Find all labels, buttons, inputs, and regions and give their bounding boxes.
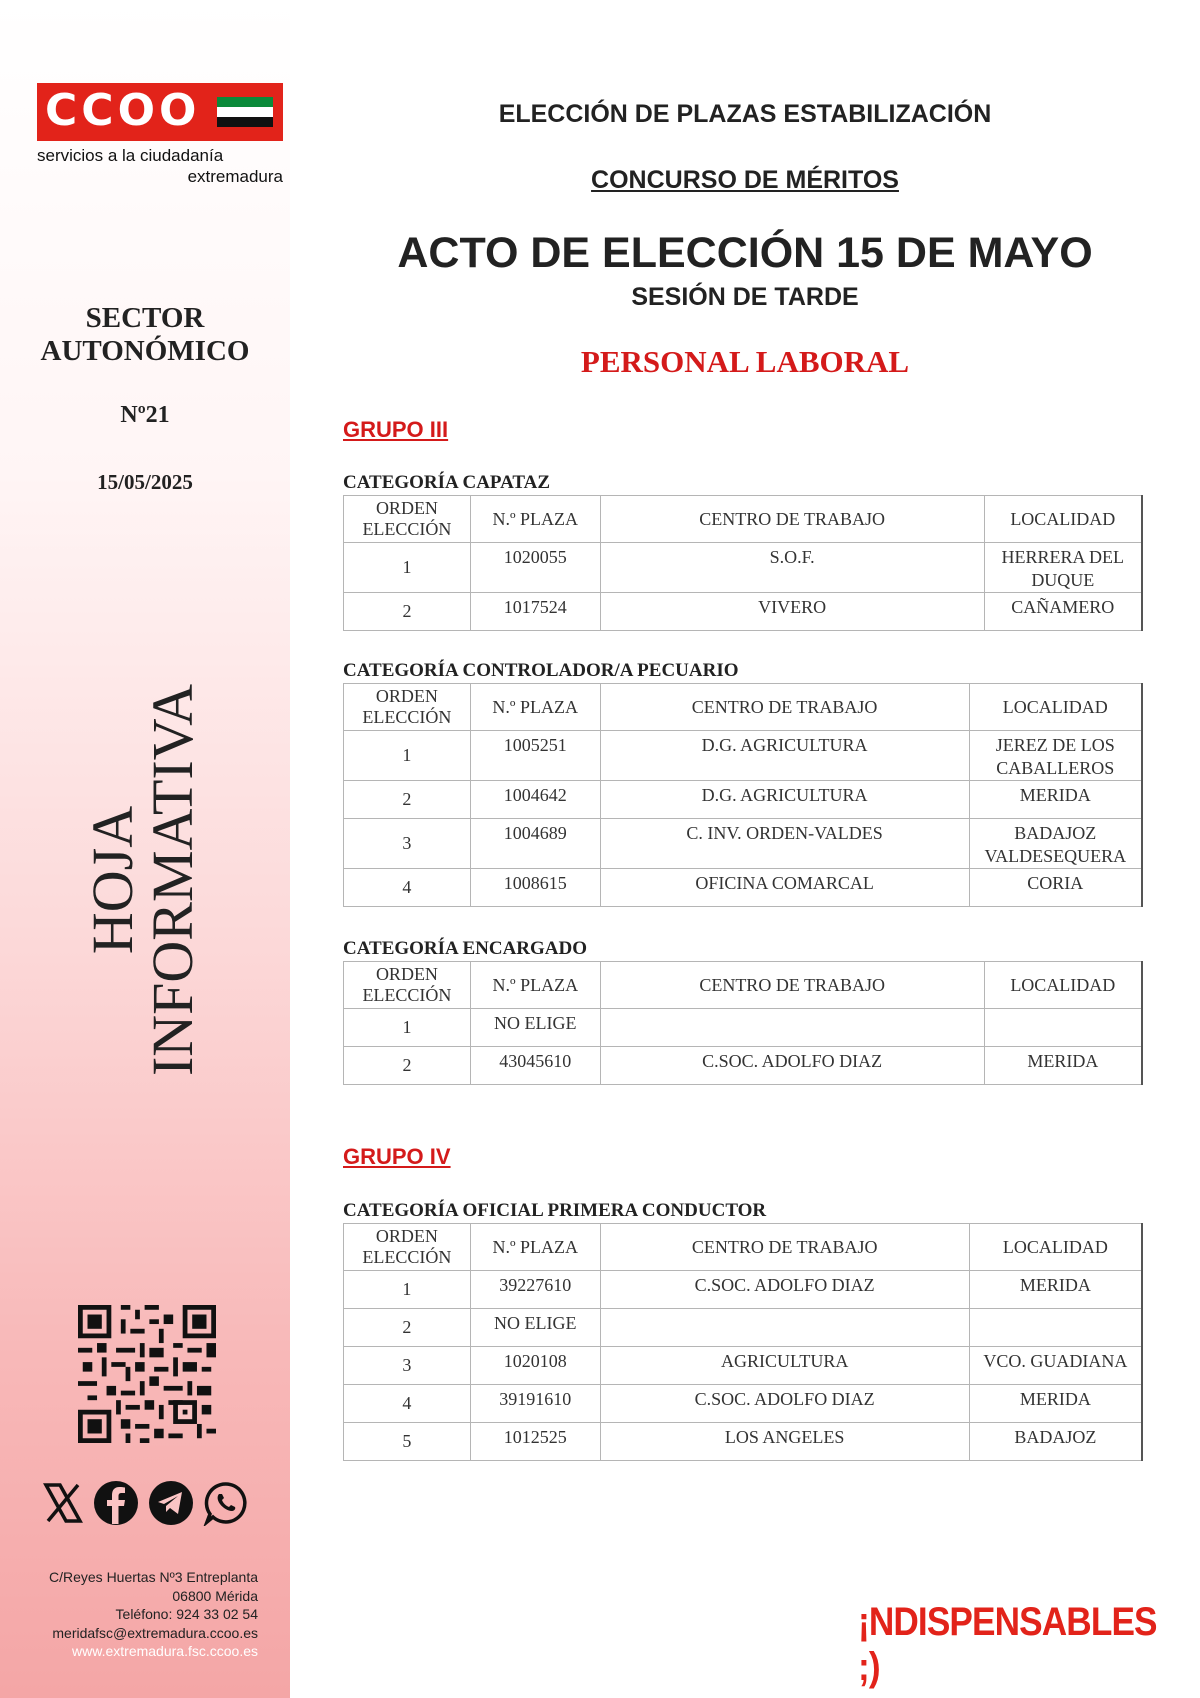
address-line2: 06800 Mérida xyxy=(172,1587,258,1604)
cell-localidad: HERRERA DEL DUQUE xyxy=(984,543,1142,593)
header-localidad: LOCALIDAD xyxy=(969,684,1142,731)
cell-orden: 2 xyxy=(344,1047,471,1085)
cell-orden: 1 xyxy=(344,1271,471,1309)
cell-localidad: CORIA xyxy=(969,869,1142,907)
facebook-icon[interactable] xyxy=(93,1480,139,1526)
cell-plaza: 1012525 xyxy=(470,1423,600,1461)
cell-centro: C. INV. ORDEN-VALDES xyxy=(600,819,969,869)
cell-localidad xyxy=(984,1009,1142,1047)
logo-subtitle-line1: servicios a la ciudadanía xyxy=(37,146,224,165)
header-centro: CENTRO DE TRABAJO xyxy=(600,496,984,543)
cell-plaza: 1005251 xyxy=(470,731,600,781)
cell-plaza: 1020108 xyxy=(470,1347,600,1385)
plazas-table xyxy=(343,683,1143,907)
cell-centro: D.G. AGRICULTURA xyxy=(600,781,969,819)
cell-centro: D.G. AGRICULTURA xyxy=(600,731,969,781)
contact-address xyxy=(10,1568,258,1661)
cell-orden: 5 xyxy=(344,1423,471,1461)
header-plaza: N.º PLAZA xyxy=(470,684,600,731)
sector-title xyxy=(0,302,290,368)
cell-centro xyxy=(600,1009,984,1047)
cell-orden: 2 xyxy=(344,781,471,819)
personal-laboral-title: PERSONAL LABORAL xyxy=(580,344,910,379)
table-row xyxy=(344,1347,1143,1385)
table-row xyxy=(344,1009,1143,1047)
cell-localidad: MERIDA xyxy=(969,1385,1142,1423)
categoria-title: CATEGORÍA CAPATAZ xyxy=(343,472,551,493)
cell-localidad xyxy=(969,1309,1142,1347)
cell-plaza: NO ELIGE xyxy=(470,1309,600,1347)
plazas-table xyxy=(343,961,1143,1085)
table-row xyxy=(344,1423,1143,1461)
extremadura-flag-icon xyxy=(217,97,273,127)
table-header-row xyxy=(344,496,1143,543)
cell-centro: OFICINA COMARCAL xyxy=(600,869,969,907)
header-localidad: LOCALIDAD xyxy=(984,962,1142,1009)
categoria-title: CATEGORÍA CONTROLADOR/A PECUARIO xyxy=(343,660,739,681)
cell-localidad: BADAJOZ xyxy=(969,1423,1142,1461)
cell-localidad: BADAJOZ VALDESEQUERA xyxy=(969,819,1142,869)
header-line2-text: CONCURSO DE MÉRITOS xyxy=(591,166,899,194)
logo-text: CCOO xyxy=(45,85,201,136)
cell-centro: AGRICULTURA xyxy=(600,1347,969,1385)
table-header-row xyxy=(344,1224,1143,1271)
header-centro: CENTRO DE TRABAJO xyxy=(600,962,984,1009)
cell-centro xyxy=(600,1309,969,1347)
issue-date: 15/05/2025 xyxy=(97,470,193,494)
email-link[interactable]: meridafsc@extremadura.ccoo.es xyxy=(52,1624,258,1641)
cell-plaza: NO ELIGE xyxy=(470,1009,600,1047)
cell-plaza: 43045610 xyxy=(470,1047,600,1085)
x-icon[interactable] xyxy=(40,1480,86,1526)
hoja-informativa-vertical xyxy=(80,683,205,1077)
logo-subtitle-line2: extremadura xyxy=(187,167,283,186)
address-line1: C/Reyes Huertas Nº3 Entreplanta xyxy=(49,1569,258,1585)
header-orden: ORDEN ELECCIÓN xyxy=(344,1224,471,1271)
flag-stripe-black xyxy=(217,117,273,127)
grupo-title: GRUPO IV xyxy=(343,1144,451,1169)
phone: Teléfono: 924 33 02 54 xyxy=(115,1606,258,1622)
vertical-line1: HOJA xyxy=(80,805,145,955)
cell-plaza: 39227610 xyxy=(470,1271,600,1309)
cell-plaza: 39191610 xyxy=(470,1385,600,1423)
table-row xyxy=(344,543,1143,593)
table-row xyxy=(344,781,1143,819)
header-orden: ORDEN ELECCIÓN xyxy=(344,684,471,731)
cell-orden: 1 xyxy=(344,1009,471,1047)
telegram-icon[interactable] xyxy=(148,1480,194,1526)
cell-plaza: 1020055 xyxy=(470,543,600,593)
cell-orden: 1 xyxy=(344,543,471,593)
header-plaza: N.º PLAZA xyxy=(470,1224,600,1271)
table-row xyxy=(344,593,1143,631)
header-plaza: N.º PLAZA xyxy=(470,496,600,543)
sector-line2: AUTONÓMICO xyxy=(40,335,250,367)
qr-code-icon[interactable] xyxy=(78,1305,216,1443)
table-row xyxy=(344,869,1143,907)
cell-plaza: 1004689 xyxy=(470,819,600,869)
ccoo-logo[interactable] xyxy=(37,83,283,141)
table-row xyxy=(344,1309,1143,1347)
cell-orden: 2 xyxy=(344,1309,471,1347)
table-row xyxy=(344,731,1143,781)
social-icons xyxy=(40,1480,260,1530)
header-centro: CENTRO DE TRABAJO xyxy=(600,684,969,731)
cell-orden: 3 xyxy=(344,1347,471,1385)
header-plaza: N.º PLAZA xyxy=(470,962,600,1009)
flag-stripe-green xyxy=(217,97,273,107)
grupo-title: GRUPO III xyxy=(343,417,449,442)
header-orden: ORDEN ELECCIÓN xyxy=(344,962,471,1009)
plazas-table xyxy=(343,1223,1143,1461)
website-link[interactable]: www.extremadura.fsc.ccoo.es xyxy=(72,1643,258,1659)
cell-orden: 3 xyxy=(344,819,471,869)
sidebar xyxy=(0,0,290,1698)
table-row xyxy=(344,1385,1143,1423)
table-header-row xyxy=(344,684,1143,731)
header-line1: ELECCIÓN DE PLAZAS ESTABILIZACIÓN xyxy=(498,100,992,128)
indispensables-slogan: ¡NDISPENSABLES ;) xyxy=(858,1600,1157,1689)
page-title: ACTO DE ELECCIÓN 15 DE MAYO xyxy=(397,229,1093,277)
categoria-title: CATEGORÍA ENCARGADO xyxy=(343,938,588,959)
cell-orden: 2 xyxy=(344,593,471,631)
vertical-line2: INFORMATIVA xyxy=(140,683,205,1077)
table-header-row xyxy=(344,962,1143,1009)
cell-plaza: 1017524 xyxy=(470,593,600,631)
cell-centro: VIVERO xyxy=(600,593,984,631)
cell-localidad: MERIDA xyxy=(969,1271,1142,1309)
cell-centro: S.O.F. xyxy=(600,543,984,593)
flag-stripe-white xyxy=(217,107,273,117)
cell-orden: 4 xyxy=(344,869,471,907)
table-row xyxy=(344,1271,1143,1309)
header-centro: CENTRO DE TRABAJO xyxy=(600,1224,969,1271)
cell-orden: 1 xyxy=(344,731,471,781)
issue-number: Nº21 xyxy=(120,402,170,428)
plazas-table xyxy=(343,495,1143,631)
cell-centro: C.SOC. ADOLFO DIAZ xyxy=(600,1385,969,1423)
cell-localidad: CAÑAMERO xyxy=(984,593,1142,631)
cell-localidad: MERIDA xyxy=(969,781,1142,819)
logo-subtitle xyxy=(37,145,283,187)
cell-orden: 4 xyxy=(344,1385,471,1423)
header-line2 xyxy=(340,166,1150,195)
cell-plaza: 1004642 xyxy=(470,781,600,819)
cell-localidad: MERIDA xyxy=(984,1047,1142,1085)
categoria-title: CATEGORÍA OFICIAL PRIMERA CONDUCTOR xyxy=(343,1200,767,1221)
cell-localidad: JEREZ DE LOS CABALLEROS xyxy=(969,731,1142,781)
header-localidad: LOCALIDAD xyxy=(984,496,1142,543)
cell-plaza: 1008615 xyxy=(470,869,600,907)
cell-centro: C.SOC. ADOLFO DIAZ xyxy=(600,1047,984,1085)
cell-centro: C.SOC. ADOLFO DIAZ xyxy=(600,1271,969,1309)
whatsapp-icon[interactable] xyxy=(203,1480,249,1526)
table-row xyxy=(344,1047,1143,1085)
header-localidad: LOCALIDAD xyxy=(969,1224,1142,1271)
cell-centro: LOS ANGELES xyxy=(600,1423,969,1461)
sector-line1: SECTOR xyxy=(85,302,205,334)
table-row xyxy=(344,819,1143,869)
session-subtitle: SESIÓN DE TARDE xyxy=(631,283,859,311)
header-orden: ORDEN ELECCIÓN xyxy=(344,496,471,543)
cell-localidad: VCO. GUADIANA xyxy=(969,1347,1142,1385)
